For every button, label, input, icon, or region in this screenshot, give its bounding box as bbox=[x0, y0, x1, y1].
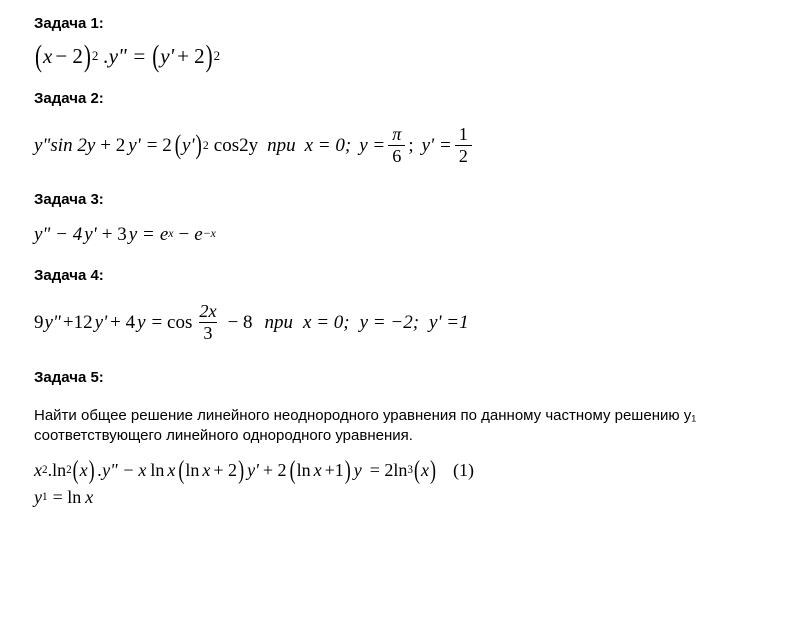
formula-var-yprime: y' bbox=[94, 312, 108, 334]
formula-exp-base-2: e bbox=[194, 223, 203, 245]
formula-paren-open: ( bbox=[35, 37, 42, 73]
fraction-denominator: 3 bbox=[199, 322, 216, 343]
formula-var-yprime: y' bbox=[247, 459, 259, 480]
task-heading-5: Задача 5: bbox=[34, 368, 104, 386]
fraction-1-2 bbox=[455, 125, 472, 166]
formula-var-y: y bbox=[128, 223, 138, 245]
formula-var-yprime-2: y' bbox=[182, 135, 195, 157]
task-formula-3: y" − 4 y' + 3 y = e x − e −x bbox=[34, 223, 216, 245]
fraction-denominator: 2 bbox=[455, 145, 472, 166]
task-formula-4 bbox=[34, 302, 756, 343]
formula-term: +1 bbox=[324, 459, 344, 480]
fraction-2x-3 bbox=[195, 302, 220, 343]
fraction-pi-6 bbox=[388, 125, 405, 166]
formula-paren-close: ) bbox=[88, 455, 95, 485]
fraction-denominator: 6 bbox=[388, 145, 405, 166]
formula-cond-x: x = 0; bbox=[304, 135, 352, 157]
formula-var-x: x bbox=[85, 486, 94, 507]
formula-var-x-2: x bbox=[79, 459, 88, 480]
formula-paren-open: ( bbox=[72, 455, 79, 485]
formula-coef: 9 bbox=[34, 312, 44, 334]
task-block-4 bbox=[0, 244, 790, 344]
formula-term: .y" = bbox=[103, 43, 147, 68]
formula-ln-4: ln bbox=[296, 459, 311, 480]
task-block-2 bbox=[0, 67, 790, 167]
task-heading-3: Задача 3: bbox=[34, 191, 104, 209]
task-heading-4: Задача 4: bbox=[34, 266, 104, 284]
formula-var-y: y bbox=[353, 459, 362, 480]
formula-var-yprime: y' bbox=[160, 43, 175, 68]
formula-var-yprime: y' bbox=[128, 135, 141, 157]
task-block-3 bbox=[0, 166, 790, 244]
formula-term: y" − 4 bbox=[34, 223, 83, 245]
formula-paren-open-2: ( bbox=[152, 37, 160, 73]
formula-paren-open-3: ( bbox=[289, 455, 296, 485]
formula-minus: − bbox=[178, 223, 190, 245]
formula-term: + 3 bbox=[101, 223, 127, 245]
formula-paren-close-2: ) bbox=[238, 455, 245, 485]
task-formula-2: y"sin 2 y + 2 y' = 2 ( y' ) 2 cos2y при x = 0; y = $\frac{\pi}{6}$ ; y' = $\frac{1}{2}$ bbox=[34, 125, 756, 166]
formula-var-y1: y bbox=[34, 486, 42, 507]
formula-term: + 4 bbox=[110, 312, 136, 334]
formula-var-yprime: y' bbox=[84, 223, 97, 245]
formula-paren-open-2: ( bbox=[178, 455, 185, 485]
formula-term: +12 bbox=[62, 312, 93, 334]
equation-number: (1) bbox=[452, 459, 474, 480]
formula-term: − 2 bbox=[55, 43, 83, 68]
formula-equals: = bbox=[143, 223, 154, 245]
formula-term: y"sin 2 bbox=[34, 135, 87, 157]
formula-term: + 2 bbox=[262, 459, 287, 480]
task-formula-5-line1: x 2 .ln 2 ( x ) .y" − x ln x ( ln x + 2 ) y' + 2 ( ln x +1 ) y = 2ln 3 ( x ) (1) bbox=[34, 455, 474, 485]
formula-var-x-6: x bbox=[313, 459, 322, 480]
formula-ln-2: ln bbox=[150, 459, 165, 480]
formula-var-x: x bbox=[34, 459, 42, 480]
formula-var-y: y bbox=[137, 312, 146, 334]
fraction-numerator: π bbox=[392, 124, 402, 144]
formula-term: .y" − bbox=[97, 459, 135, 480]
formula-paren-close: ) bbox=[83, 37, 91, 73]
fraction-numerator: 2x bbox=[199, 301, 217, 322]
formula-term: = 2 bbox=[146, 135, 172, 157]
formula-var-x-5: x bbox=[202, 459, 211, 480]
formula-var-y: y bbox=[86, 135, 96, 157]
task-formula-1: ( x − 2 ) 2 .y" = ( y' + 2 ) 2 bbox=[35, 37, 221, 73]
formula-paren-close-3: ) bbox=[344, 455, 351, 485]
formula-var-x-3: x bbox=[138, 459, 147, 480]
fraction-numerator: 1 bbox=[458, 124, 468, 144]
formula-var-ysecond: y" bbox=[44, 312, 61, 334]
formula-exp-base: e bbox=[159, 223, 169, 245]
formula-cond-y: y = bbox=[359, 135, 386, 157]
formula-equals-ln: = ln bbox=[52, 486, 82, 507]
task-block-5 bbox=[0, 344, 790, 506]
formula-var-x: x bbox=[43, 43, 53, 68]
formula-word-pri: при bbox=[267, 135, 296, 157]
formula-term: + 2 bbox=[177, 43, 205, 68]
formula-paren-open-4: ( bbox=[413, 455, 420, 485]
formula-cond-yprime: y' =1 bbox=[429, 312, 469, 334]
formula-term: + 2 bbox=[100, 135, 126, 157]
formula-var-x-7: x bbox=[420, 459, 429, 480]
formula-cos-term: cos2y bbox=[213, 135, 259, 157]
formula-term: − 8 bbox=[227, 312, 253, 334]
formula-ln: .ln bbox=[47, 459, 67, 480]
formula-word-pri: при bbox=[264, 312, 294, 334]
formula-semicolon: ; bbox=[408, 135, 414, 157]
formula-cond-y: y = −2; bbox=[359, 312, 420, 334]
formula-paren-close: ) bbox=[195, 130, 202, 161]
formula-term: + 2 bbox=[213, 459, 238, 480]
task-block-1 bbox=[0, 0, 790, 73]
task-heading-1: Задача 1: bbox=[34, 15, 104, 32]
formula-paren-open: ( bbox=[174, 130, 182, 161]
task-formula-5-line2: y 1 = ln x bbox=[34, 486, 94, 507]
formula-rhs: = 2ln bbox=[369, 459, 408, 480]
formula-cond-x: x = 0; bbox=[303, 312, 350, 334]
formula-cos: = cos bbox=[151, 312, 193, 334]
formula-cond-yprime: y' = bbox=[421, 135, 452, 157]
formula-paren-close-4: ) bbox=[429, 455, 436, 485]
formula-paren-close-2: ) bbox=[205, 37, 213, 73]
formula-ln-3: ln bbox=[185, 459, 200, 480]
formula-var-x-4: x bbox=[167, 459, 176, 480]
task-prose-5: Найти общее решение линейного неоднородного уравнения по данному частному решению y₁ соответствующего линейного однородного уравнения. bbox=[34, 407, 697, 445]
task-heading-2: Задача 2: bbox=[34, 89, 104, 107]
